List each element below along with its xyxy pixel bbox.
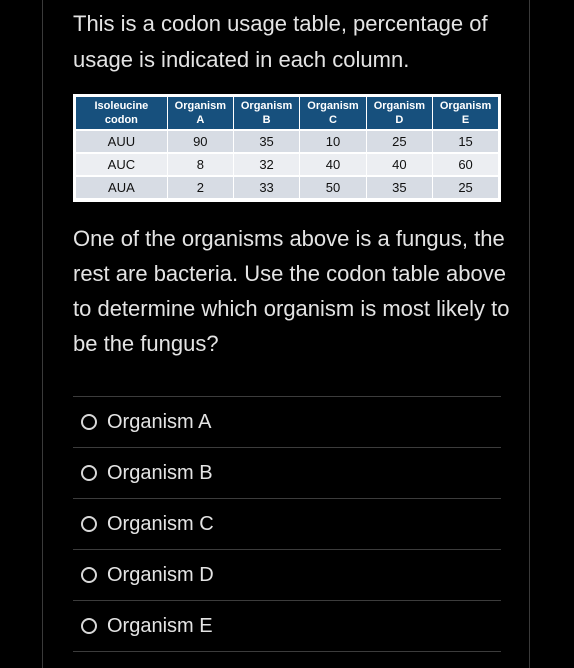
col-header-organism-c: Organism C: [300, 97, 366, 130]
option-label: Organism B: [107, 461, 213, 484]
option-label: Organism C: [107, 512, 214, 535]
question-text: One of the organisms above is a fungus, the rest are bacteria. Use the codon table above to determine which organism is most likely to be the fungus?: [73, 226, 510, 356]
table-cell: 15: [433, 130, 498, 153]
radio-button[interactable]: [81, 567, 97, 583]
table-cell: AUA: [76, 176, 167, 198]
col-header-organism-d: Organism D: [366, 97, 432, 130]
table-cell: 50: [300, 176, 366, 198]
table-cell: AUC: [76, 153, 167, 176]
option-organism-a[interactable]: [73, 397, 501, 448]
col-header-organism-b: Organism B: [233, 97, 299, 130]
table-cell: 40: [366, 153, 432, 176]
answer-options: [73, 396, 501, 652]
radio-button[interactable]: [81, 516, 97, 532]
col-header-organism-e: Organism E: [433, 97, 498, 130]
radio-button[interactable]: [81, 618, 97, 634]
table-cell: 25: [366, 130, 432, 153]
option-label: Organism A: [107, 410, 212, 433]
codon-usage-table: [73, 94, 501, 202]
table-cell: 33: [233, 176, 299, 198]
option-organism-c[interactable]: [73, 499, 501, 550]
table-cell: 40: [300, 153, 366, 176]
table-cell: 10: [300, 130, 366, 153]
col-header-codon: Isoleucine codon: [76, 97, 167, 130]
table-cell: 35: [233, 130, 299, 153]
option-organism-e[interactable]: [73, 601, 501, 652]
table-cell: 32: [233, 153, 299, 176]
option-label: Organism D: [107, 563, 214, 586]
table-cell: 60: [433, 153, 498, 176]
table-cell: 25: [433, 176, 498, 198]
option-label: Organism E: [107, 614, 213, 637]
table-cell: AUU: [76, 130, 167, 153]
option-organism-d[interactable]: [73, 550, 501, 601]
table-cell: 35: [366, 176, 432, 198]
option-organism-b[interactable]: [73, 448, 501, 499]
col-header-organism-a: Organism A: [167, 97, 233, 130]
table-cell: 8: [167, 153, 233, 176]
table-row: [76, 176, 498, 198]
table-cell: 90: [167, 130, 233, 153]
table-row: [76, 130, 498, 153]
table-row: [76, 153, 498, 176]
table-header-row: [76, 97, 498, 130]
radio-button[interactable]: [81, 465, 97, 481]
table-cell: 2: [167, 176, 233, 198]
intro-text: This is a codon usage table, percentage of usage is indicated in each column.: [73, 11, 488, 72]
radio-button[interactable]: [81, 414, 97, 430]
